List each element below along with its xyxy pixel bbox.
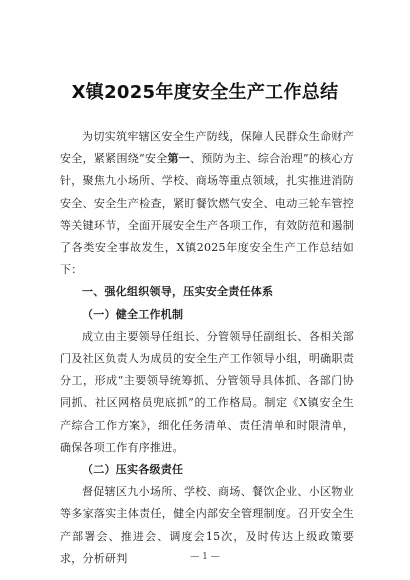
subsection-heading-2: （二）压实各级责任 (82, 463, 184, 477)
section-heading-1: 一、强化组织领导，压实安全责任体系 (82, 285, 274, 299)
intro-text-part1: 为切实筑牢辖区安全生产防线，保障人民群众生命财产安全，紧紧围绕“安全 (60, 130, 354, 166)
subsection-paragraph-1: 成立由主要领导任组长、分管领导任副组长、各相关部门及社区负责人为成员的安全生产工作领导小组，明确职责分工，形成“主要领导统筹抓、分管领导具体抓、各部门协同抓、社区网格员兜底抓”的工作格局。制定《X镇安全生产综合工作方案》，细化任务清单、责任清单和时限清单，确保各项工作有序推进。 (60, 329, 354, 454)
subsection-heading-1: （一）健全工作机制 (82, 307, 184, 321)
intro-text-bold: 第一 (167, 152, 191, 166)
intro-paragraph (60, 126, 354, 281)
document-body (60, 126, 354, 570)
page-number: — 1 — (190, 552, 220, 562)
document-title: X镇2025年度安全生产工作总结 (71, 82, 339, 103)
intro-text-part2: 、预防为主、综合治理”的核心方针，聚焦九小场所、学校、商场等重点领域，扎实推进消防安全、安全生产检查，紧盯餐饮燃气安全、电动三轮车管控等关键环节，全面开展安全生产各项工作，有效防范和遏制了各类安全事故发生，X镇2025年度安全生产工作总结如下： (60, 152, 355, 277)
subsection-paragraph-2: 督促辖区九小场所、学校、商场、餐饮企业、小区物业等多家落实主体责任，健全内部安全管理制度。召开安全生产部署会、推进会、调度会15次，及时传达上级政策要求，分析研判 (60, 485, 354, 565)
